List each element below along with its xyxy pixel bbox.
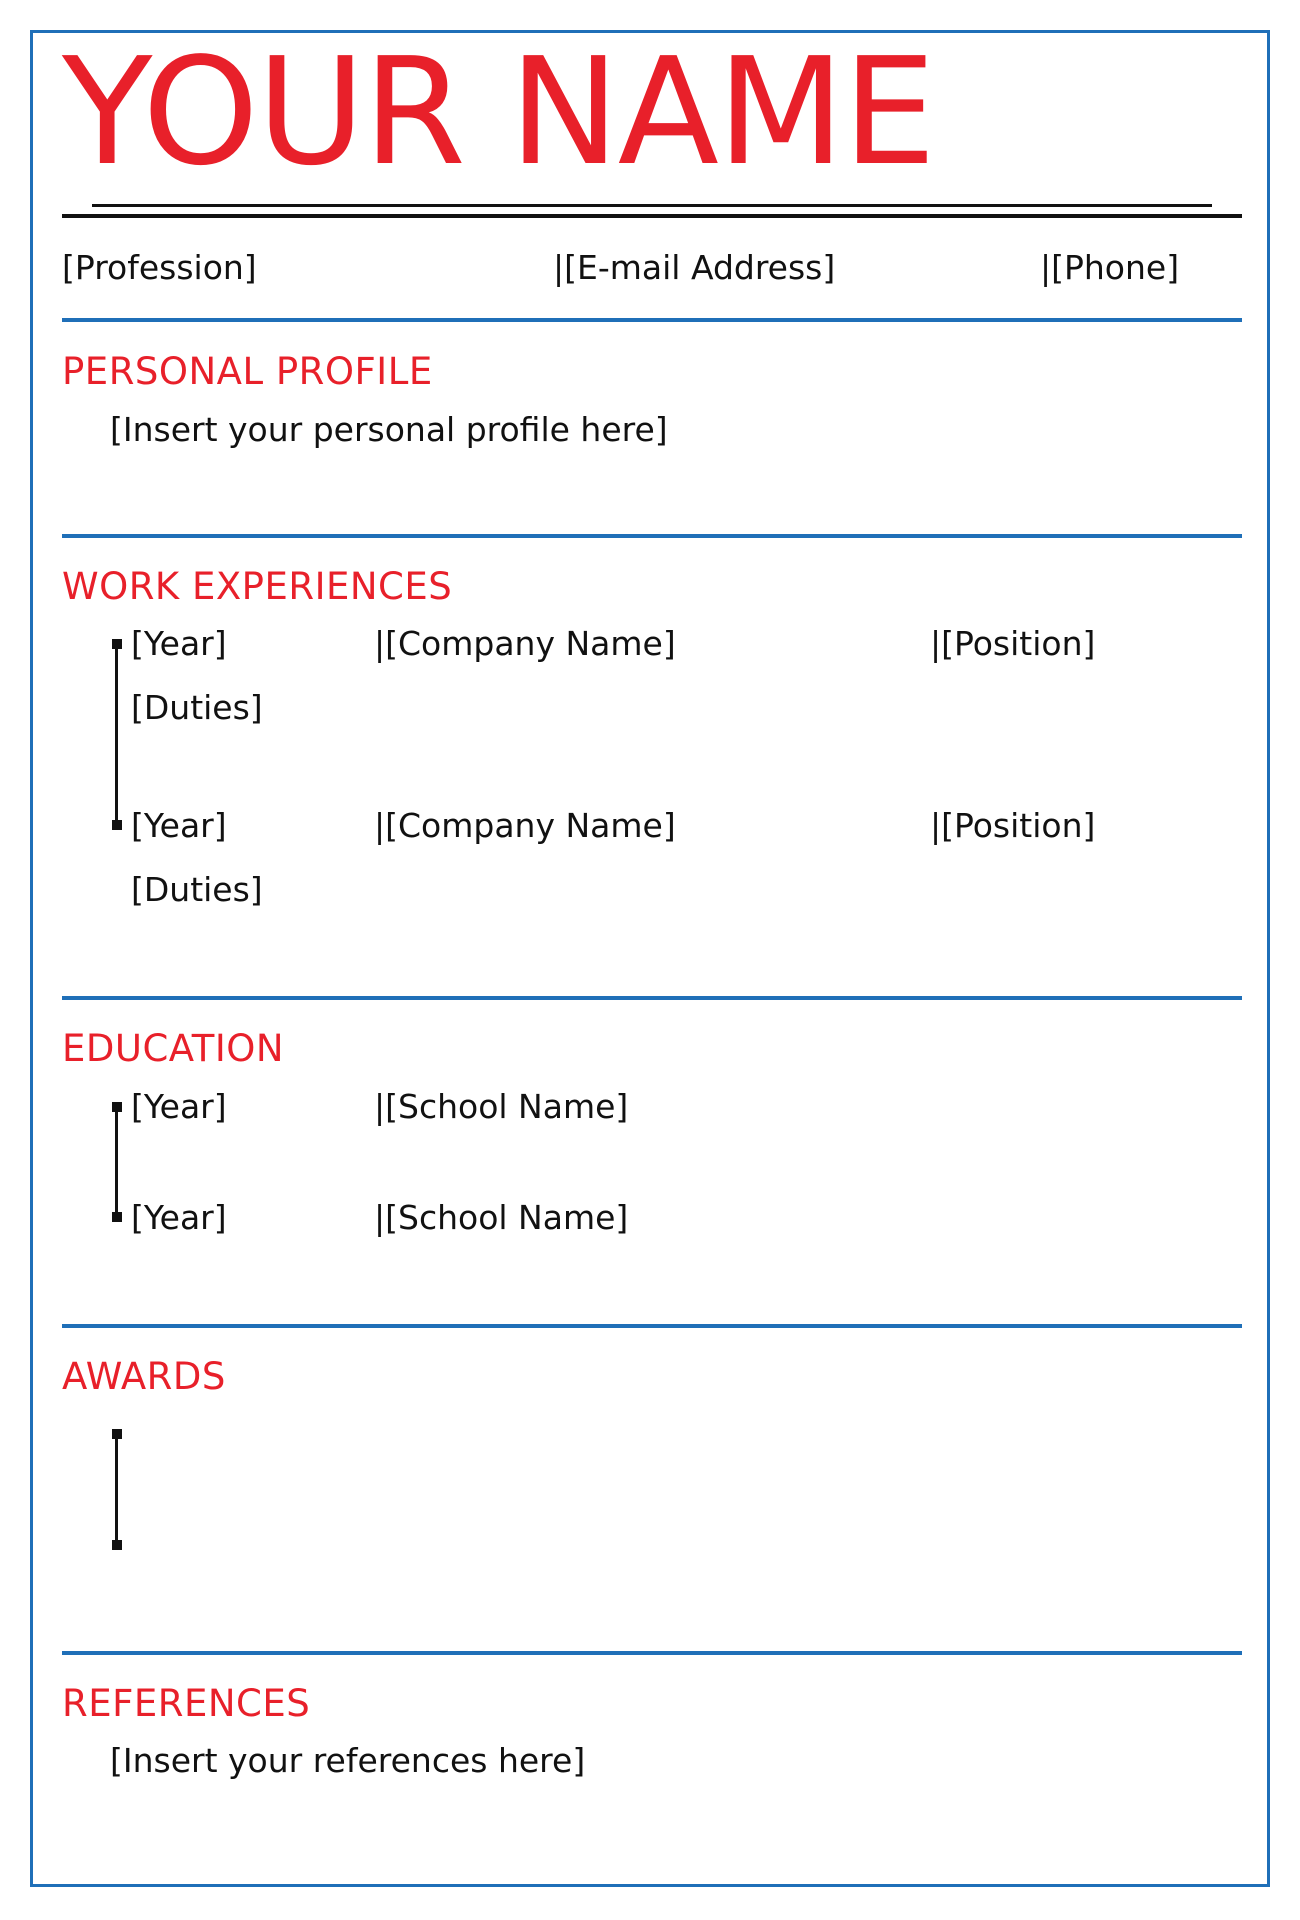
- awards-heading: AWARDS: [62, 1355, 226, 1398]
- email-text: |[E-mail Address]: [553, 248, 836, 287]
- section-divider: [62, 534, 1242, 538]
- resume-name: YOUR NAME: [62, 26, 935, 198]
- work-experiences-heading: WORK EXPERIENCES: [62, 565, 453, 608]
- personal-profile-heading: PERSONAL PROFILE: [62, 350, 433, 393]
- education-heading: EDUCATION: [62, 1027, 285, 1070]
- work-timeline-dot: [112, 820, 122, 830]
- work-duties: [Duties]: [131, 870, 263, 909]
- work-year: [Year]: [131, 806, 227, 845]
- profession-text: [Profession]: [62, 248, 257, 287]
- work-year: [Year]: [131, 624, 227, 663]
- work-company: |[Company Name]: [374, 624, 676, 663]
- section-divider: [62, 1324, 1242, 1328]
- education-school: |[School Name]: [374, 1087, 629, 1126]
- education-timeline-line: [115, 1105, 118, 1217]
- page-border: [30, 26, 1270, 1887]
- work-position: |[Position]: [930, 624, 1096, 663]
- section-divider: [62, 996, 1242, 1000]
- phone-text: |[Phone]: [1040, 248, 1180, 287]
- education-timeline-dot: [112, 1102, 122, 1112]
- references-heading: REFERENCES: [62, 1682, 311, 1725]
- education-school: |[School Name]: [374, 1198, 629, 1237]
- awards-timeline-dot: [112, 1429, 122, 1439]
- name-underline-thick: [62, 214, 1242, 218]
- section-divider: [62, 318, 1242, 322]
- references-text: [Insert your references here]: [110, 1741, 586, 1780]
- awards-timeline-dot: [112, 1540, 122, 1550]
- work-company: |[Company Name]: [374, 806, 676, 845]
- awards-timeline-line: [115, 1432, 118, 1544]
- name-underline-thin: [92, 204, 1212, 207]
- section-divider: [62, 1651, 1242, 1655]
- education-year: [Year]: [131, 1087, 227, 1126]
- work-duties: [Duties]: [131, 688, 263, 727]
- personal-profile-text: [Insert your personal profile here]: [110, 410, 668, 449]
- work-timeline-dot: [112, 639, 122, 649]
- education-timeline-dot: [112, 1212, 122, 1222]
- education-year: [Year]: [131, 1198, 227, 1237]
- work-timeline-line: [115, 642, 118, 824]
- work-position: |[Position]: [930, 806, 1096, 845]
